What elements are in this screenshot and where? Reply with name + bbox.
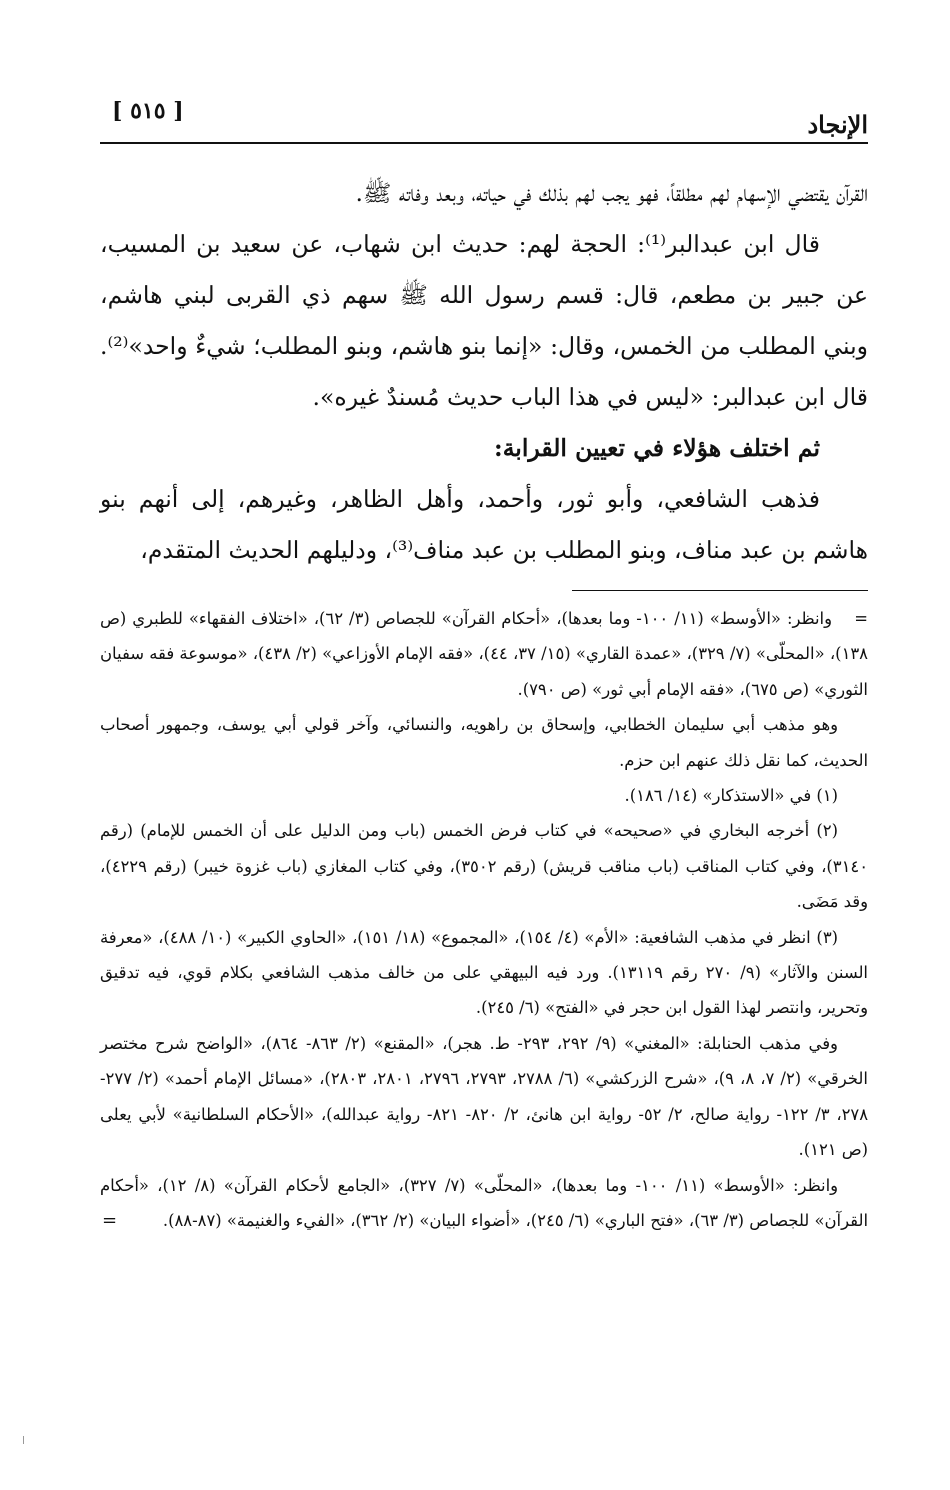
body-paragraph: القرآن يقتضي الإسهام لهم مطلقاً، فهو يجب لهم بذلك في حياته، وبعد وفاته ﷺ. <box>355 179 868 207</box>
main-text <box>100 168 868 576</box>
footnotes <box>100 601 868 1238</box>
footnote-text: وانظر: «الأوسط» (١١/ ١٠٠- وما بعدها)، «أحكام القرآن» للجصاص (٣/ ٦٢)، «اختلاف الفقهاء» للطبري (ص ١٣٨)، «المحلّى» (٧/ ٣٢٩)، «عمدة القاري» (١٥/ ٣٧، ٤٤)، «فقه الإمام الأوزاعي» (٢/ ٤٣٨)، «موسوعة فقه سفيان الثوري» (ص ٦٧٥)، «فقه الإمام أبي ثور» (ص ٧٩٠). <box>100 609 868 699</box>
footnote-3-see-also <box>100 1168 868 1239</box>
footnote-continued: وهو مذهب أبي سليمان الخطابي، وإسحاق بن راهويه، والنسائي، وآخر قولي أبي يوسف، وجمهور أصحاب الحديث، كما نقل ذلك عنهم ابن حزم. <box>100 715 868 770</box>
footnote-3: (٣) انظر في مذهب الشافعية: «الأم» (٤/ ١٥٤)، «المجموع» (١٨/ ١٥١)، «الحاوي الكبير» (١٠/ ٤٨٨)، «معرفة السنن والآثار» (٩/ ٢٧٠ رقم ١٣١١٩). ورد فيه البيهقي على من خالف مذهب الشافعي بكلام قوي، فيه تدقيق وتحرير، وانتصر لهذا القول ابن حجر في «الفتح» (٦/ ٢٤٥). <box>100 927 868 1018</box>
footnote-continued <box>100 601 868 707</box>
section-heading: ثم اختلف هؤلاء في تعيين القرابة: <box>494 434 820 462</box>
running-title: الإنجاد <box>807 110 868 139</box>
page-number: [ ٥١٥ ] <box>112 98 184 124</box>
footnote-1: (١) في «الاستذكار» (١٤/ ١٨٦). <box>624 786 838 806</box>
body-paragraph: قال ابن عبدالبر⁽¹⁾: الحجة لهم: حديث ابن شهاب، عن سعيد بن المسيب، عن جبير بن مطعم، قال: قسم رسول الله ﷺ سهم ذي القربى لبني هاشم، وبني المطلب من الخمس، وقال: «إنما بنو هاشم، وبنو المطلب؛ شيءٌ واحد»⁽²⁾. قال ابن عبدالبر: «ليس في هذا الباب حديث مُسندٌ غيره». <box>100 230 868 411</box>
page-header <box>100 90 868 144</box>
body-paragraph: فذهب الشافعي، وأبو ثور، وأحمد، وأهل الظاهر، وغيرهم، إلى أنهم بنو هاشم بن عبد مناف، وبنو المطلب بن عبد مناف⁽³⁾، ودليلهم الحديث المتقدم، <box>100 485 868 564</box>
book-page <box>100 90 868 1430</box>
footnote-separator <box>572 590 868 591</box>
continuation-marker: = <box>854 609 868 628</box>
scan-edge-mark <box>23 1436 24 1444</box>
footnote-3-hanbali: وفي مذهب الحنابلة: «المغني» (٩/ ٢٩٢، ٢٩٣- ط. هجر)، «المقنع» (٢/ ٨٦٣- ٨٦٤)، «الواضح شرح مختصر الخرقي» (٢/ ٧، ٨، ٩)، «شرح الزركشي» (٦/ ٢٧٨٨، ٢٧٩٣، ٢٧٩٦، ٢٨٠١، ٢٨٠٣)، «مسائل الإمام أحمد» (٢/ ٢٧٧- ٢٧٨، ٣/ ١٢٢- رواية صالح، ٢/ ٥٢- رواية ابن هانئ، ٢/ ٨٢٠- ٨٢١- رواية عبدالله)، «الأحكام السلطانية» لأبي يعلى (ص ١٢١). <box>100 1033 869 1160</box>
footnote-text: وانظر: «الأوسط» (١١/ ١٠٠- وما بعدها)، «المحلّى» (٧/ ٣٢٧)، «الجامع لأحكام القرآن» (٨/ ١٢)، «أحكام القرآن» للجصاص (٣/ ٦٣)، «فتح الباري» (٦/ ٢٤٥)، «أضواء البيان» (٢/ ٣٦٢)، «الفيء والغنيمة» (٨٧-٨٨). <box>100 1175 868 1230</box>
end-continuation-marker: = <box>102 1209 118 1231</box>
footnote-2: (٢) أخرجه البخاري في «صحيحه» في كتاب فرض الخمس (باب ومن الدليل على أن الخمس للإمام) (رقم ٣١٤٠)، وفي كتاب المناقب (باب مناقب قريش) (رقم ٣٥٠٢)، وفي كتاب المغازي (باب غزوة خيبر) (رقم ٤٢٢٩)، وقد مَضَى. <box>100 821 868 912</box>
